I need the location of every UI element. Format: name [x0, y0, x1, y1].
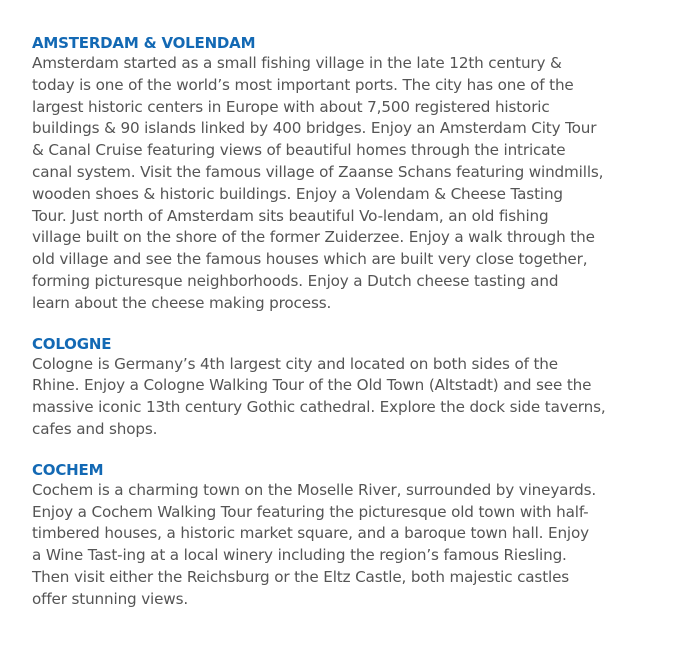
section-heading: AMSTERDAM & VOLENDAM	[32, 34, 256, 52]
section-body-text: Amsterdam started as a small fishing village in the late 12th century & today is one of the world’s most important ports. The city has one of the largest historic centers in Europe with about 7,500 registered historic buildings & 90 islands linked by 400 bridges. Enjoy an Amsterdam City Tour & Canal Cruise featuring views of beautiful homes through the intricate canal system. Visit the famous village of Zaanse Schans featuring windmills, wooden shoes & historic buildings. Enjoy a Volendam & Cheese Tasting Tour. Just north of Amsterdam sits beautiful Vo-lendam, an old fishing village built on the shore of the former Zuiderzee. Enjoy a walk through the old village and see the famous houses which are built very close together, forming picturesque neighborhoods. Enjoy a Dutch cheese tasting and learn about the cheese making process.	[32, 54, 604, 312]
section-cologne	[32, 335, 652, 441]
itinerary-document	[32, 34, 652, 631]
section-heading: COLOGNE	[32, 334, 112, 353]
section-amsterdam-volendam	[32, 34, 652, 315]
section-body-text: Cologne is Germany’s 4th largest city and located on both sides of the Rhine. Enjoy a Cologne Walking Tour of the Old Town (Altstadt) and see the massive iconic 13th century Gothic cathedral. Explore the dock side taverns, cafes and shops.	[32, 354, 606, 438]
section-body-text: Cochem is a charming town on the Moselle River, surrounded by vineyards. Enjoy a Cochem Walking Tour featuring the picturesque old town with half- timbered houses, a historic market square, and a baroque town hall. Enjoy a Wine Tast-ing at a local winery including the region’s famous Riesling. Then visit either the Reichsburg or the Eltz Castle, both majestic castles offer stunning views.	[32, 480, 597, 608]
section-cochem	[32, 461, 652, 611]
section-heading: COCHEM	[32, 460, 104, 479]
